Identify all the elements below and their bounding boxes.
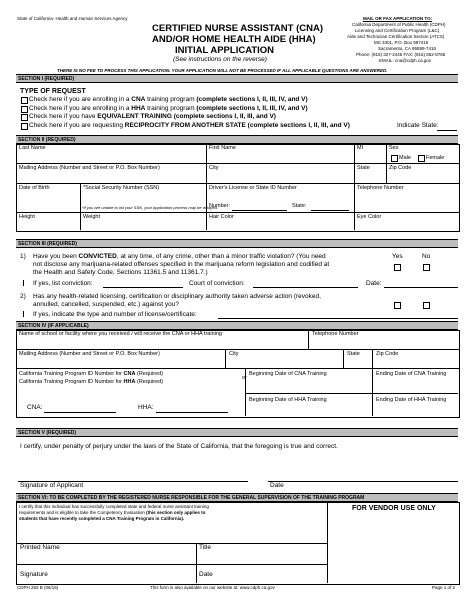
q2-license-field[interactable] xyxy=(218,318,458,319)
q1-conviction-field[interactable] xyxy=(103,287,183,288)
section-5-header xyxy=(16,428,458,437)
address-phone-fax: Phone: (916) 327-2445 FAX: (916) 552-8785 xyxy=(356,52,446,57)
city-label: City xyxy=(209,165,219,171)
dob-field[interactable] xyxy=(17,192,79,211)
city-field[interactable] xyxy=(207,172,353,183)
school-state-label: State xyxy=(347,351,360,357)
indicate-state-field[interactable] xyxy=(437,130,457,131)
q1-no-checkbox[interactable] xyxy=(423,264,430,271)
rn-certify-line2: requirements and is eligible to take the Competency Evaluation (this section only applies to xyxy=(19,510,206,515)
reciprocity-checkbox[interactable] xyxy=(21,123,28,130)
cna-program-id-label: California Training Program ID Number for CNA (Required) xyxy=(19,371,163,377)
hair-color-field[interactable] xyxy=(207,221,353,230)
cna-end-date-field[interactable] xyxy=(373,380,457,392)
section-2-title: SECTION II (REQUIRED) xyxy=(18,136,76,143)
ssn-field[interactable] xyxy=(81,192,205,204)
address-line-2: Licensing and Certification Program (L&C) xyxy=(355,28,440,33)
question-1-line3: the Health and Safety Code, Sections 11361.5 and 11361.7.) xyxy=(33,269,208,276)
q1-date-field[interactable] xyxy=(384,287,458,288)
rn-certify-line1: I certify that this individual has successfully completed state and federal nurse assistant training xyxy=(19,504,209,509)
school-name-label: Name of school or facility where you received / will receive the CNA or HHA training xyxy=(19,331,222,337)
zip-label: Zip Code xyxy=(389,165,412,171)
section-5-title: SECTION V (REQUIRED) xyxy=(18,429,77,436)
state-field[interactable] xyxy=(355,172,385,183)
school-address-label: Mailing Address (Number and Street or P.O. Box Number) xyxy=(19,351,160,357)
drivers-license-label: Driver's License or State ID Number xyxy=(209,185,297,191)
cna-begin-date-label: Beginning Date of CNA Training xyxy=(249,371,327,377)
hha-id-label: HHA: xyxy=(138,404,154,411)
section-2-header xyxy=(16,135,458,144)
rn-title-label: Title xyxy=(199,544,212,551)
indicate-state-label: Indicate State: xyxy=(397,122,439,129)
q1-court-label: Court of conviction: xyxy=(189,280,245,287)
rn-signature-label: Signature xyxy=(20,571,48,578)
eye-color-label: Eye Color xyxy=(357,214,382,220)
q1-followup-bar xyxy=(23,280,24,286)
applicant-date-field[interactable] xyxy=(268,481,458,482)
telephone-label: Telephone Number xyxy=(357,185,404,191)
school-address-field[interactable] xyxy=(17,358,224,368)
rn-date-label: Date xyxy=(199,571,213,578)
address-line-3: Aide and Technician Certification Section (ATCS) xyxy=(347,34,445,39)
q2-no-checkbox[interactable] xyxy=(423,302,430,309)
rn-printed-name-field[interactable] xyxy=(17,552,195,563)
hha-training-checkbox[interactable] xyxy=(21,106,28,113)
weight-label: Weight xyxy=(83,214,101,220)
mailing-address-label: Mailing Address (Number and Street or P.O. Box Number) xyxy=(19,165,160,171)
or-label: or xyxy=(242,375,247,381)
certify-statement: I certify, under penalty of perjury under the laws of the State of California, that the foregoing is true and correct. xyxy=(20,443,338,450)
website-note: This form is also available on our website at: www.cdph.ca.gov xyxy=(150,585,275,590)
q2-if-yes-label: If yes, indicate the type and number of license/certificate: xyxy=(33,311,197,318)
question-2-line1: Has any health-related licensing, certification or disciplinary authority taken adverse action (revoked, xyxy=(33,293,321,300)
rn-signature-field[interactable] xyxy=(17,565,195,582)
equivalent-option-text: Check here if you have EQUIVALENT TRAINING (complete sections I, II, III, and V) xyxy=(29,113,276,120)
male-label: Male xyxy=(399,155,411,161)
hha-option-text: Check here if you are enrolling in a HHA training program (complete sections I, II, III, IV, and V) xyxy=(29,105,308,112)
equivalent-training-checkbox[interactable] xyxy=(21,114,28,121)
sex-label: Sex xyxy=(389,145,399,151)
hha-end-date-label: Ending Date of HHA Training xyxy=(376,397,447,403)
hha-program-id-label: California Training Program ID Number for HHA (Required) xyxy=(19,379,163,385)
address-email: EMAIL: cna@cdph.ca.gov xyxy=(379,58,432,63)
notice-text: THERE IS NO FEE TO PROCESS THIS APPLICATION. YOUR APPLICATION WILL NOT BE PROCESSED IF ALL APPLICABLE QUESTIONS ARE ANSWERED. xyxy=(57,68,388,73)
vendor-use-label: FOR VENDOR USE ONLY xyxy=(352,505,436,512)
address-line-4: MS 3301, P.O. Box 997416 xyxy=(374,40,429,45)
dl-state-label: State: xyxy=(292,203,307,209)
q1-if-yes-label: If yes, list conviction: xyxy=(33,280,93,287)
ssn-label: *Social Security Number (SSN) xyxy=(83,185,160,191)
zip-field[interactable] xyxy=(387,172,457,183)
form-title-line3: INITIAL APPLICATION xyxy=(175,45,275,56)
q2-followup-bar xyxy=(23,311,24,317)
ssn-note: *If you are unable to list your SSN, your application process may be delayed. xyxy=(82,205,218,210)
first-name-field[interactable] xyxy=(207,152,353,163)
cna-id-label: CNA: xyxy=(27,404,43,411)
address-line-5: Sacramento, CA 95899-7416 xyxy=(378,46,437,51)
form-title-line1: CERTIFIED NURSE ASSISTANT (CNA) xyxy=(152,23,323,34)
female-label: Female xyxy=(426,155,445,161)
form-title-line2: AND/OR HOME HEALTH AIDE (HHA) xyxy=(152,34,316,45)
section-1-header xyxy=(16,74,458,83)
dob-label: Date of Birth xyxy=(19,185,50,191)
last-name-field[interactable] xyxy=(17,152,205,163)
last-name-label: Last Name xyxy=(19,145,46,151)
page-number: Page 1 of 2 xyxy=(432,585,456,590)
school-zip-field[interactable] xyxy=(373,358,457,368)
school-city-field[interactable] xyxy=(226,358,342,368)
applicant-signature-label: Signature of Applicant xyxy=(20,482,84,489)
school-name-field[interactable] xyxy=(17,338,307,349)
question-1-line1: Have you been CONVICTED, at any time, of any crime, other than a minor traffic violation? (You need xyxy=(33,253,326,260)
section-3-header xyxy=(16,239,458,248)
question-2-number: 2) xyxy=(20,293,26,300)
section-3-title: SECTION III (REQUIRED) xyxy=(18,240,77,247)
section-6-header xyxy=(16,493,458,502)
weight-field[interactable] xyxy=(81,221,205,230)
q1-yes-checkbox[interactable] xyxy=(394,264,401,271)
q1-yes-label: Yes xyxy=(392,253,403,260)
section-4-title: SECTION IV (IF APPLICABLE) xyxy=(18,322,89,329)
q2-yes-checkbox[interactable] xyxy=(394,302,401,309)
dl-number-field[interactable] xyxy=(232,210,287,211)
section-6-title: SECTION VI: TO BE COMPLETED BY THE REGISTERED NURSE RESPONSIBLE FOR THE GENERAL SUPERVISION OF THE TRAINING PROGRAM xyxy=(18,494,365,501)
mi-field[interactable] xyxy=(355,152,385,163)
mi-label: MI xyxy=(357,145,364,151)
form-number: CDPH 283 B (06/15) xyxy=(17,585,59,590)
mail-to-label: MAIL OR FAX APPLICATION TO: xyxy=(363,16,433,21)
telephone-field[interactable] xyxy=(355,192,457,211)
reciprocity-option-text: Check here if you are requesting RECIPROCITY FROM ANOTHER STATE (complete sections I, II, III, and V) xyxy=(29,122,350,129)
section-1-title: SECTION I (REQUIRED) xyxy=(18,75,75,82)
q1-no-label: No xyxy=(422,253,431,260)
school-telephone-field[interactable] xyxy=(309,338,457,349)
hha-end-date-field[interactable] xyxy=(373,405,457,415)
form-title-instructions: (See instructions on the reverse) xyxy=(173,56,267,63)
question-2-line2: annulled, cancelled, suspended, etc.) against you? xyxy=(33,301,179,308)
dl-state-field[interactable] xyxy=(311,210,349,211)
cna-option-text: Check here if you are enrolling in a CNA training program (complete sections I, II, III, IV, and V) xyxy=(29,96,308,103)
school-zip-label: Zip Code xyxy=(376,351,399,357)
state-label: State xyxy=(357,165,370,171)
height-label: Height xyxy=(19,214,35,220)
hha-begin-date-field[interactable] xyxy=(246,405,371,415)
school-city-label: City xyxy=(229,351,239,357)
rn-title-field[interactable] xyxy=(197,552,326,563)
hha-id-field[interactable] xyxy=(156,412,228,413)
eye-color-field[interactable] xyxy=(355,221,457,230)
male-checkbox[interactable] xyxy=(391,155,398,162)
rn-date-field[interactable] xyxy=(197,565,326,582)
mailing-address-field[interactable] xyxy=(17,172,205,183)
cna-end-date-label: Ending Date of CNA Training xyxy=(376,371,447,377)
cna-training-checkbox[interactable] xyxy=(21,97,28,104)
cna-id-field[interactable] xyxy=(44,412,116,413)
agency-name: State of California- Health and Human Services Agency xyxy=(17,16,128,21)
female-checkbox[interactable] xyxy=(418,155,425,162)
school-telephone-label: Telephone Number xyxy=(312,331,359,337)
hair-color-label: Hair Color xyxy=(209,214,234,220)
type-of-request-label: TYPE OF REQUEST xyxy=(20,88,86,95)
school-state-field[interactable] xyxy=(344,358,371,368)
q1-date-label: Date: xyxy=(366,280,382,287)
q1-court-field[interactable] xyxy=(253,287,358,288)
first-name-label: First Name xyxy=(209,145,236,151)
address-line-1: California Department of Public Health (CDPH) xyxy=(352,22,446,27)
dl-number-label: Number: xyxy=(209,203,231,209)
cna-begin-date-field[interactable] xyxy=(246,380,371,392)
section-4-header xyxy=(16,321,458,330)
question-1-number: 1) xyxy=(20,253,26,260)
rn-printed-name-label: Printed Name xyxy=(20,544,60,551)
height-field[interactable] xyxy=(17,221,79,230)
question-1-line2: not disclose any marijuana-related offenses specified in the marijuana reform legislation and codified at xyxy=(33,261,330,268)
applicant-date-label: Date xyxy=(270,482,284,489)
rn-certify-line3: students that have recently completed a CNA Training Program in California). xyxy=(19,516,185,521)
hha-begin-date-label: Beginning Date of HHA Training xyxy=(249,397,327,403)
